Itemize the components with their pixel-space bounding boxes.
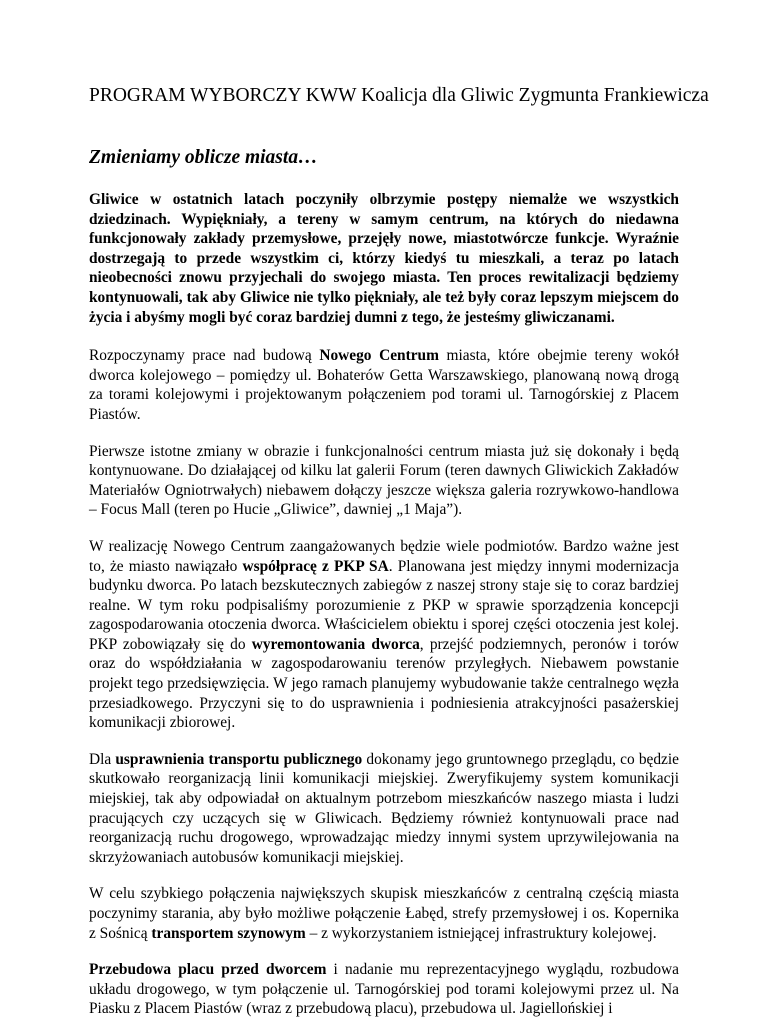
- emphasis-rail-transport: transportem szynowym: [151, 924, 306, 942]
- paragraph-text: Dla: [89, 750, 116, 768]
- paragraph-text: W celu szybkiego połączenia największych skupisk mieszkańców z centralną częścią miasta poczynimy starania, aby było możliwe połączenie Łabęd, strefy przemysłowej i os. Kopernika z Sośnicą: [89, 885, 679, 942]
- emphasis-station-renovation: wyremontowania dworca: [251, 635, 420, 653]
- intro-paragraph: Gliwice w ostatnich latach poczyniły olbrzymie postępy niemalże we wszystkich dziedzinach. Wypiękniały, a tereny w samym centrum, na których do niedawna funkcjonowały zakłady przemysłowe, przejęły nowe, miastotwórcze funkcje. Wyraźnie dostrzegają to przede wszystkim ci, którzy kiedyś tu mieszkali, a teraz po latach nieobecności znowu przyjechali do swojego miasta. Ten proces rewitalizacji będziemy kontynuowali, tak aby Gliwice nie tylko piękniały, ale też były coraz lepszym miejscem do życia i abyśmy mogli być coraz bardziej dumni z tego, że jesteśmy gliwiczanami.: [89, 191, 679, 326]
- paragraph-text: Rozpoczynamy prace nad budową: [89, 347, 320, 365]
- document-body: [89, 190, 679, 1036]
- paragraph-text: . Planowana jest między innymi modernizacja budynku dworca. Po latach bezskutecznych zabiegów z naszej strony staje się to coraz bardziej realne. W tym roku podpisaliśmy porozumienie z PKP w sprawie sporządzenia koncepcji zagospodarowania otoczenia dworca. Właścicielem obiektu i sporej części otoczenia jest kolej. PKP zobowiązały się do: [89, 557, 679, 653]
- paragraph-text: dokonamy jego gruntownego przeglądu, co będzie skutkowało reorganizacją linii komunikacji miejskiej. Zweryfikujemy system komunikacji miejskiej, tak aby odpowiadał on aktualnym potrzebom mieszkańców naszego miasta i ludzi pracujących czy uczących się w Gliwicach. Będziemy również kontynuowali prace nad reorganizacją ruchu drogowego, wprowadzając miedzy innymi system uprzywilejowania na skrzyżowaniach autobusów komunikacji miejskiej.: [89, 750, 679, 866]
- section-heading: Zmieniamy oblicze miasta…: [89, 147, 318, 168]
- paragraph-first-changes: Pierwsze istotne zmiany w obrazie i funkcjonalności centrum miasta już się dokonały i będą kontynuowane. Do działającej od kilku lat galerii Forum (teren dawnych Gliwickich Zakładów Materiałów Ogniotrwałych) niebawem dołączy jeszcze większa galeria rozrywkowo-handlowa – Focus Mall (teren po Hucie „Gliwice”, dawniej „1 Maja”).: [89, 442, 679, 519]
- emphasis-new-centre: Nowego Centrum: [319, 347, 439, 365]
- paragraph-station-square: [89, 960, 679, 1019]
- emphasis-public-transport: usprawnienia transportu publicznego: [115, 750, 363, 768]
- emphasis-pkp-cooperation: współpracę z PKP SA: [242, 557, 389, 575]
- paragraph-public-transport: [89, 750, 679, 868]
- paragraph-text: W realizację Nowego Centrum zaangażowanych będzie wiele podmiotów. Bardzo ważne jest to, że miasto nawiązało: [89, 537, 679, 575]
- paragraph-rail-transport: [89, 884, 679, 943]
- paragraph-text: miasta, które obejmie tereny wokół dworca kolejowego – pomiędzy ul. Bohaterów Getta Warszawskiego, planowaną nową drogą za torami kolejowymi i projektowanym połączeniem pod torami ul. Tarnogórskiej z Placem Piastów.: [89, 347, 679, 423]
- paragraph-pkp-cooperation: [89, 537, 679, 733]
- paragraph-text: , przejść podziemnych, peronów i torów oraz do współdziałania w zagospodarowaniu terenów przyległych. Niebawem powstanie projekt tego przedsięwzięcia. W jego ramach planujemy wybudowanie także centralnego węzła przesiadkowego. Przyczyni się to do usprawnienia i podniesienia atrakcyjności pasażerskiej komunikacji zbiorowej.: [89, 635, 679, 732]
- paragraph-text: i nadanie mu reprezentacyjnego wyglądu, rozbudowa układu drogowego, w tym połączenie ul. Tarnogórskiej pod torami kolejowymi przez ul. Na Piasku z Placem Piastów (wraz z przebudową placu), przebudowa ul. Jagiellońskiej i: [89, 961, 679, 1018]
- emphasis-station-square: Przebudowa placu przed dworcem: [89, 961, 327, 979]
- paragraph-text: – z wykorzystaniem istniejącej infrastruktury kolejowej.: [305, 924, 657, 942]
- document-title: PROGRAM WYBORCZY KWW Koalicja dla Gliwic Zygmunta Frankiewicza: [89, 85, 709, 106]
- paragraph-new-centre: [89, 346, 679, 424]
